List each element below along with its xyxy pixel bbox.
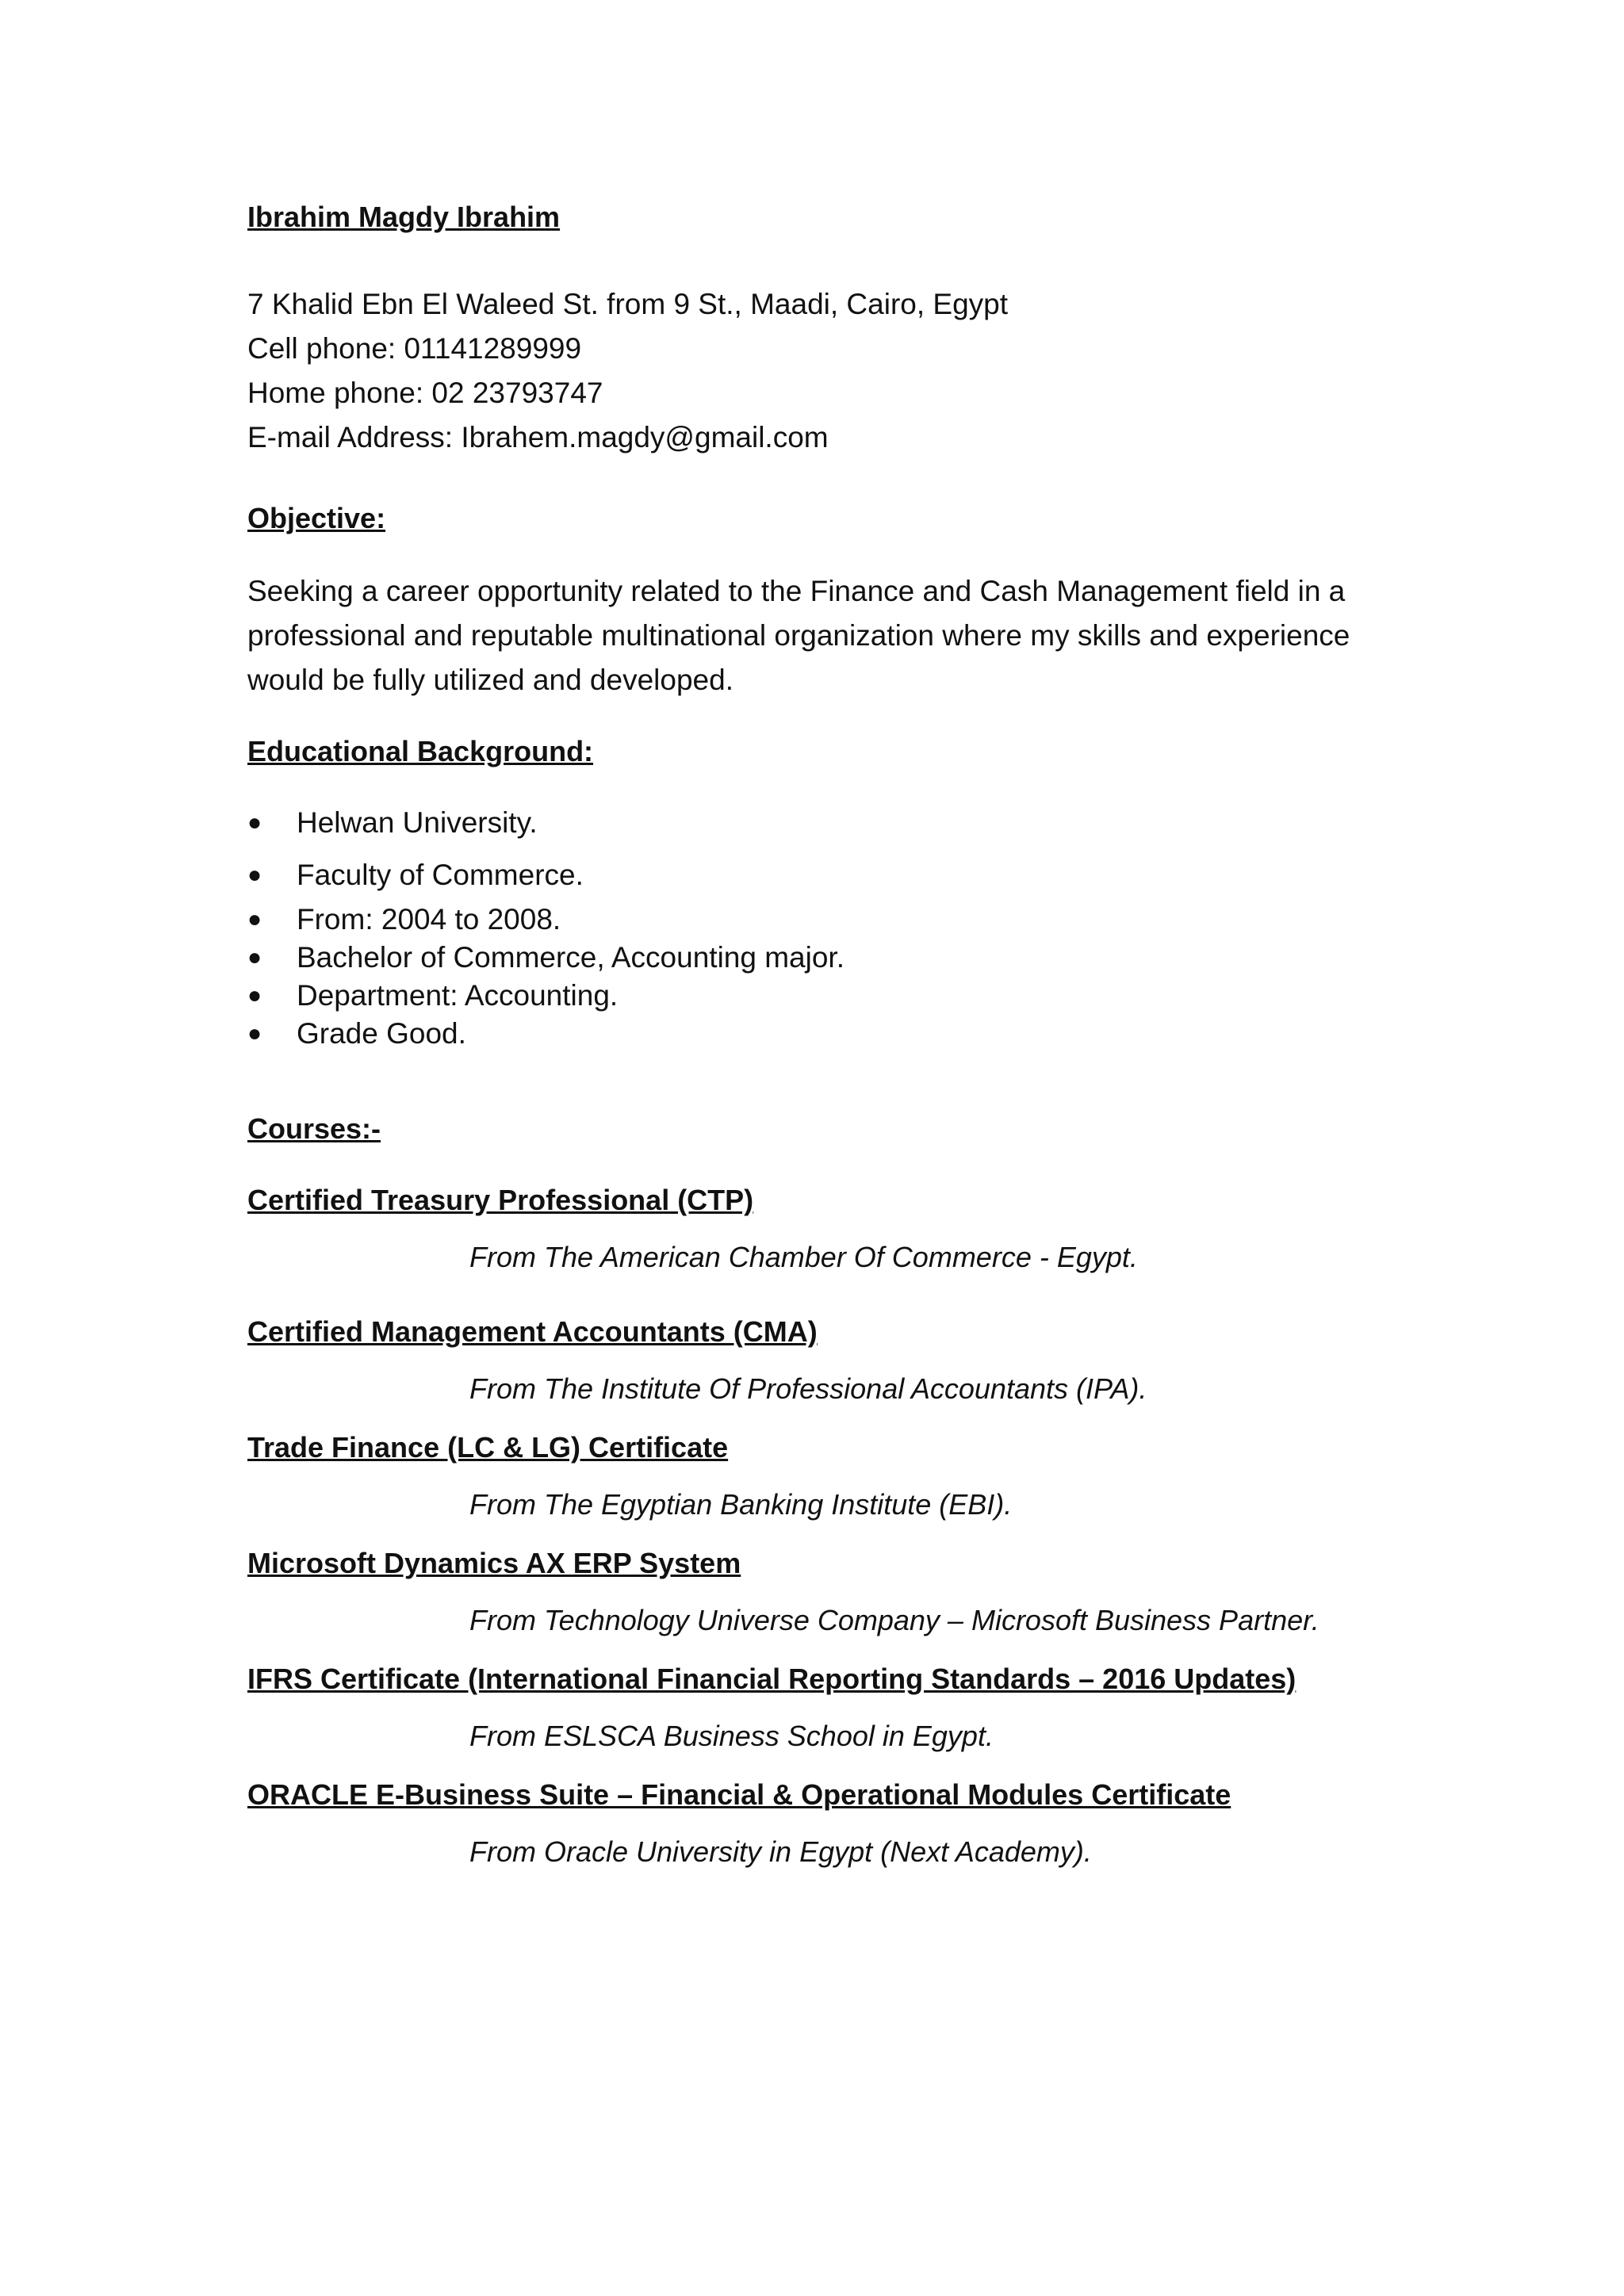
course-title: Trade Finance (LC & LG) Certificate [247,1431,729,1464]
education-item [247,1015,466,1053]
course-title: ORACLE E-Business Suite – Financial & Operational Modules Certificate [247,1778,1231,1811]
bullet-icon: ● [247,809,262,836]
bullet-icon: ● [247,944,262,970]
course-source: From The American Chamber Of Commerce - Egypt. [469,1241,1138,1273]
course-source: From The Institute Of Professional Accountants (IPA). [469,1372,1147,1405]
course-title: Certified Management Accountants (CMA) [247,1315,818,1348]
course-title: IFRS Certificate (International Financial Reporting Standards – 2016 Updates) [247,1663,1297,1695]
bullet-icon: ● [247,1020,262,1047]
education-item [247,901,561,939]
education-item [247,856,584,894]
address-line: 7 Khalid Ebn El Waleed St. from 9 St., Maadi, Cairo, Egypt [247,288,1009,320]
course-source: From ESLSCA Business School in Egypt. [469,1720,994,1752]
cell-phone-line: Cell phone: 01141289999 [247,332,582,365]
courses-heading: Courses:- [247,1112,381,1145]
email-line: E-mail Address: Ibrahem.magdy@gmail.com [247,421,829,453]
course-title: Certified Treasury Professional (CTP) [247,1184,754,1216]
course-source: From The Egyptian Banking Institute (EBI). [469,1488,1013,1521]
education-heading: Educational Background: [247,735,594,767]
course-title: Microsoft Dynamics AX ERP System [247,1547,741,1579]
bullet-icon: ● [247,862,262,888]
education-item [247,804,538,842]
education-item-text: Helwan University. [297,806,538,839]
education-item-text: From: 2004 to 2008. [297,903,561,936]
education-item-text: Faculty of Commerce. [297,859,584,891]
education-item [247,939,845,977]
education-item-text: Department: Accounting. [297,979,619,1012]
objective-heading: Objective: [247,502,386,534]
bullet-icon: ● [247,906,262,932]
course-source: From Oracle University in Egypt (Next Academy). [469,1835,1092,1868]
education-item-text: Grade Good. [297,1017,466,1050]
education-item [247,977,618,1015]
home-phone-line: Home phone: 02 23793747 [247,377,603,409]
education-item-text: Bachelor of Commerce, Accounting major. [297,941,845,974]
objective-text: Seeking a career opportunity related to the Finance and Cash Management field in a professional and reputable multinational organization where my skills and experience would be fully utilized and developed. [247,575,1350,696]
course-source: From Technology Universe Company – Microsoft Business Partner. [469,1604,1320,1636]
bullet-icon: ● [247,982,262,1008]
candidate-name: Ibrahim Magdy Ibrahim [247,201,561,233]
